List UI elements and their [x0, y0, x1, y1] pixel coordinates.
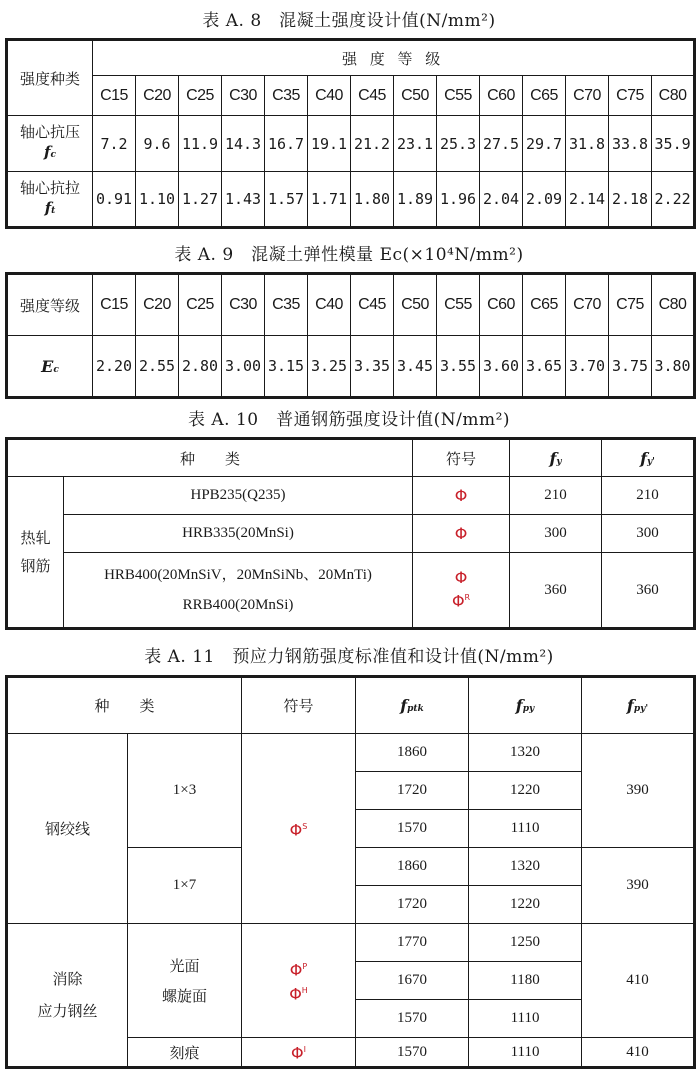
table-a10: [5, 437, 696, 630]
table-a11-fptk: 1860: [356, 734, 469, 772]
table-a9-grade: C65: [523, 274, 566, 336]
table-a8-row-label: 轴心抗压 fc: [7, 116, 93, 172]
table-a11-fpy2: 390: [582, 734, 695, 848]
table-a9-grade: C70: [566, 274, 609, 336]
strand-symbol-icon: $\Phi^S$: [242, 734, 356, 924]
table-a8-value: 11.9: [179, 116, 222, 172]
table-a8: [5, 38, 696, 229]
table-a11-fptk: 1720: [356, 886, 469, 924]
table-a9-value: 3.25: [308, 336, 351, 398]
table-a8-grade: C25: [179, 76, 222, 116]
table-a8-value: 2.14: [566, 172, 609, 228]
table-a11-fpy2: 410: [582, 924, 695, 1038]
table-a8-grade: C15: [93, 76, 136, 116]
table-a8-grade: C55: [437, 76, 480, 116]
table-a10-fy: 300: [510, 515, 602, 553]
table-a9-value: 3.65: [523, 336, 566, 398]
table-a8-value: 7.2: [93, 116, 136, 172]
table-a8-value: 29.7: [523, 116, 566, 172]
table-a11-fpy: 1220: [469, 886, 582, 924]
table-a10-fy2-header: fy': [602, 439, 695, 477]
table-a9-grade: C80: [652, 274, 695, 336]
table-a8-value: 9.6: [136, 116, 179, 172]
table-a10-fy: 210: [510, 477, 602, 515]
table-a8-value: 1.43: [222, 172, 265, 228]
table-a8-value: 16.7: [265, 116, 308, 172]
table-a8-value: 1.89: [394, 172, 437, 228]
table-a8-group-header: 强 度 等 级: [93, 40, 695, 76]
table-a9-grade: C20: [136, 274, 179, 336]
table-a9-grade: C40: [308, 274, 351, 336]
table-a11-symbol-header: 符号: [242, 677, 356, 734]
table-a10-fy2: 300: [602, 515, 695, 553]
table-a8-value: 2.18: [609, 172, 652, 228]
table-a9-grade: C25: [179, 274, 222, 336]
table-a8-value: 2.04: [480, 172, 523, 228]
table-a11-fptk: 1770: [356, 924, 469, 962]
table-a8-caption: 表 A. 8 混凝土强度设计值(N/mm²): [202, 11, 496, 31]
table-a9-grade: C35: [265, 274, 308, 336]
table-a10-caption: 表 A. 10 普通钢筋强度设计值(N/mm²): [187, 410, 511, 430]
table-a11-caption: 表 A. 11 预应力钢筋强度标准值和设计值(N/mm²): [144, 647, 554, 667]
table-a10-fy2: 360: [602, 553, 695, 629]
table-a10-group-label: 热轧 钢筋: [7, 477, 64, 629]
table-a8-grade: C40: [308, 76, 351, 116]
table-a8-grade: C60: [480, 76, 523, 116]
table-a11-wire-plain: 光面 螺旋面: [128, 924, 242, 1038]
table-a8-grade: C45: [351, 76, 394, 116]
table-a9-value: 3.75: [609, 336, 652, 398]
table-a10-kind: HRB400(20MnSiV，20MnSiNb、20MnTi) RRB400(20MnSi): [64, 553, 413, 629]
table-a9-value: 3.70: [566, 336, 609, 398]
table-a10-fy: 360: [510, 553, 602, 629]
table-a8-grade: C80: [652, 76, 695, 116]
table-a9-value: 3.35: [351, 336, 394, 398]
rebar-symbol-icon: Φ $\Phi^R$: [413, 553, 510, 629]
table-a9-grade: C60: [480, 274, 523, 336]
table-a8-value: 0.91: [93, 172, 136, 228]
table-a11-fptk: 1860: [356, 848, 469, 886]
table-a8-grade: C20: [136, 76, 179, 116]
table-a11-fpy: 1110: [469, 1038, 582, 1068]
table-a9-value: 3.55: [437, 336, 480, 398]
table-a11-fpy: 1320: [469, 734, 582, 772]
table-a11-fpy: 1110: [469, 1000, 582, 1038]
table-a8-value: 2.22: [652, 172, 695, 228]
table-a9-caption: 表 A. 9 混凝土弹性模量 Ec(×10⁴N/mm²): [174, 245, 524, 265]
table-a8-row-label: 轴心抗拉 ft: [7, 172, 93, 228]
table-a8-value: 1.80: [351, 172, 394, 228]
table-a8-value: 33.8: [609, 116, 652, 172]
table-a9-grade: C30: [222, 274, 265, 336]
table-a8-value: 31.8: [566, 116, 609, 172]
table-a8-grade: C30: [222, 76, 265, 116]
table-a10-symbol-header: 符号: [413, 439, 510, 477]
table-a9-value: 3.60: [480, 336, 523, 398]
table-a11-strand-1x3: 1×3: [128, 734, 242, 848]
table-a9: [5, 272, 696, 399]
table-a10-kind: HRB335(20MnSi): [64, 515, 413, 553]
table-a11-fpy: 1110: [469, 810, 582, 848]
table-a11-fptk: 1670: [356, 962, 469, 1000]
table-a9-value: 3.00: [222, 336, 265, 398]
table-a11-fpy-header: fpy: [469, 677, 582, 734]
table-a11-fpy: 1320: [469, 848, 582, 886]
rebar-symbol-icon: Φ: [413, 515, 510, 553]
table-a11-wire-indented: 刻痕: [128, 1038, 242, 1068]
table-a8-row-header: 强度种类: [7, 40, 93, 116]
table-a9-value: 2.55: [136, 336, 179, 398]
table-a8-value: 25.3: [437, 116, 480, 172]
table-a9-grade: C15: [93, 274, 136, 336]
table-a11-fpy2-header: fpy': [582, 677, 695, 734]
table-a11-fpy: 1220: [469, 772, 582, 810]
table-a8-value: 19.1: [308, 116, 351, 172]
table-a9-value: 3.15: [265, 336, 308, 398]
table-a11-fptk: 1570: [356, 1000, 469, 1038]
table-a9-value: 3.45: [394, 336, 437, 398]
table-a8-grade: C35: [265, 76, 308, 116]
table-a8-grade: C50: [394, 76, 437, 116]
table-a10-fy-header: fy: [510, 439, 602, 477]
table-a8-value: 1.57: [265, 172, 308, 228]
table-a8-value: 35.9: [652, 116, 695, 172]
table-a8-value: 2.09: [523, 172, 566, 228]
table-a8-grade: C75: [609, 76, 652, 116]
table-a11: [5, 675, 696, 1069]
table-a11-fpy: 1180: [469, 962, 582, 1000]
table-a11-fptk: 1570: [356, 1038, 469, 1068]
table-a8-value: 23.1: [394, 116, 437, 172]
table-a8-value: 1.96: [437, 172, 480, 228]
table-a9-row-header: 强度等级: [7, 274, 93, 336]
table-a11-strand-label: 钢绞线: [7, 734, 128, 924]
table-a11-fptk: 1720: [356, 772, 469, 810]
table-a11-fpy: 1250: [469, 924, 582, 962]
table-a8-value: 27.5: [480, 116, 523, 172]
rebar-symbol-icon: Φ: [413, 477, 510, 515]
wire-indented-symbol-icon: $\Phi^I$: [242, 1038, 356, 1068]
table-a8-grade: C65: [523, 76, 566, 116]
table-a11-fpy2: 390: [582, 848, 695, 924]
table-a8-value: 1.71: [308, 172, 351, 228]
table-a9-row-label: Ec: [7, 336, 93, 398]
table-a11-fptk-header: fptk: [356, 677, 469, 734]
table-a11-strand-1x7: 1×7: [128, 848, 242, 924]
table-a11-fpy2: 410: [582, 1038, 695, 1068]
table-a9-grade: C55: [437, 274, 480, 336]
wire-symbol-icon: $\Phi^P$ $\Phi^H$: [242, 924, 356, 1038]
table-a9-value: 3.80: [652, 336, 695, 398]
table-a8-value: 14.3: [222, 116, 265, 172]
table-a8-grade: C70: [566, 76, 609, 116]
table-a9-grade: C45: [351, 274, 394, 336]
table-a8-value: 1.10: [136, 172, 179, 228]
table-a11-wire-label: 消除 应力钢丝: [7, 924, 128, 1068]
table-a8-value: 21.2: [351, 116, 394, 172]
table-a11-fptk: 1570: [356, 810, 469, 848]
table-a11-kind-header: 种 类: [7, 677, 242, 734]
table-a9-grade: C50: [394, 274, 437, 336]
table-a10-fy2: 210: [602, 477, 695, 515]
table-a10-kind: HPB235(Q235): [64, 477, 413, 515]
table-a9-value: 2.20: [93, 336, 136, 398]
table-a9-value: 2.80: [179, 336, 222, 398]
table-a9-grade: C75: [609, 274, 652, 336]
table-a8-value: 1.27: [179, 172, 222, 228]
table-a10-kind-header: 种 类: [7, 439, 413, 477]
